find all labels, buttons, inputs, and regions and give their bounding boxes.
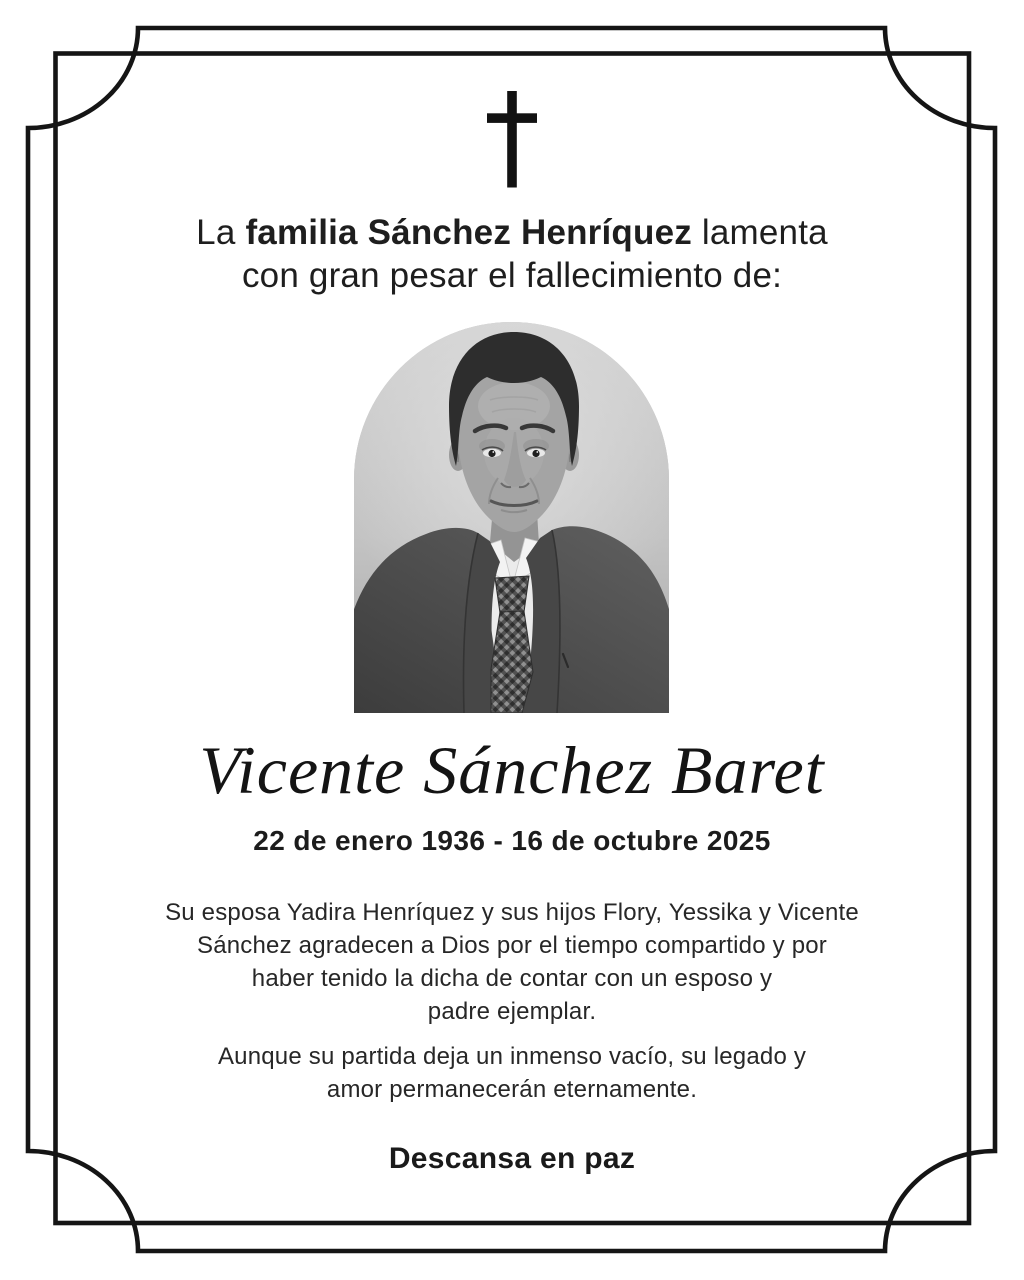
legacy-paragraph [0,1040,1024,1106]
condolence-line: Su esposa Yadira Henríquez y sus hijos Flory, Yessika y Vicente [165,899,859,926]
portrait-photo [354,322,669,713]
legacy-line: Aunque su partida deja un inmenso vacío, su legado y [217,1043,807,1070]
deceased-name: Vicente Sánchez Baret [199,732,825,808]
announcement-line1 [0,211,1024,254]
announcement-line1-suffix: lamenta [691,213,828,252]
announcement-line1-prefix: La [196,213,246,252]
condolence-line: padre ejemplar. [427,998,597,1025]
life-dates: 22 de enero 1936 - 16 de octubre 2025 [253,825,771,856]
farewell-text: Descansa en paz [388,1142,636,1175]
family-name: familia Sánchez Henríquez [245,213,692,252]
portrait-illustration [354,322,669,713]
condolence-paragraph [0,896,1024,1028]
condolence-line: Sánchez agradecen a Dios por el tiempo compartido y por [196,932,827,959]
announcement-text [0,211,1024,297]
announcement-line2: con gran pesar el fallecimiento de: [241,256,783,295]
condolence-line: haber tenido la dicha de contar con un esposo y [251,965,773,992]
cross-icon [487,91,537,188]
legacy-line: amor permanecerán eternamente. [326,1076,698,1103]
